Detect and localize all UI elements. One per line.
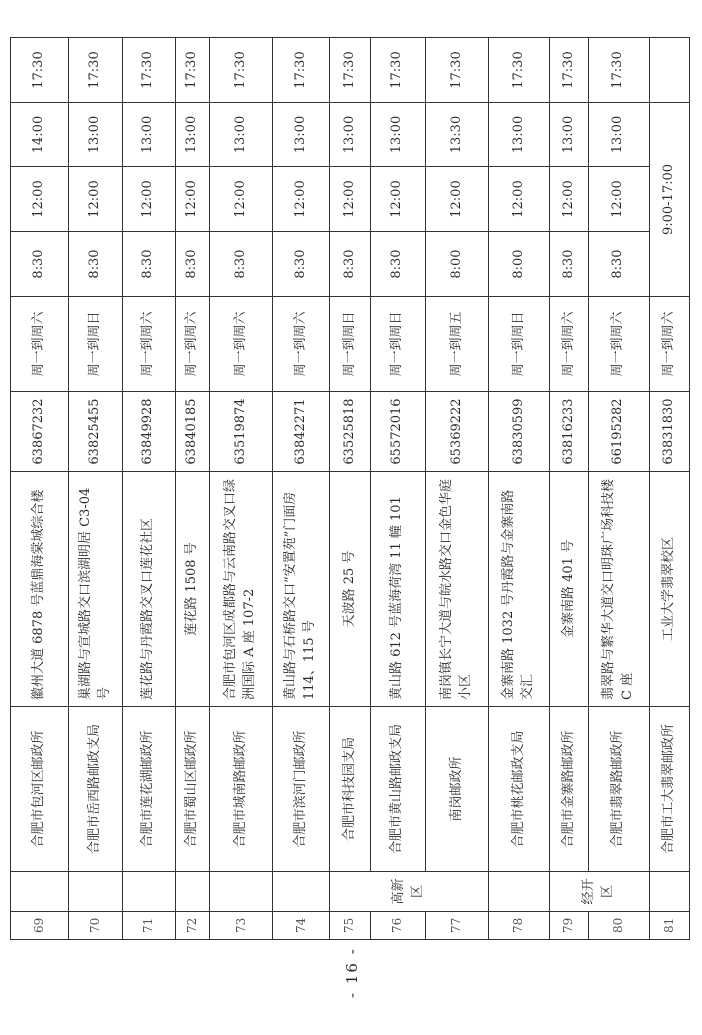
office-name: 合肥市岳西路邮政支局: [69, 707, 123, 872]
office-phone: 63816233: [549, 392, 588, 472]
table-row: [589, 38, 650, 940]
open-days: 周一到周六: [11, 297, 69, 392]
open-days: 周一到周日: [370, 297, 425, 392]
am-start: 8:00: [425, 232, 489, 297]
open-days: 周一到周六: [273, 297, 330, 392]
office-phone: 63831830: [649, 392, 689, 472]
pm-start: 13:00: [589, 103, 650, 167]
pm-end: 17:30: [210, 38, 273, 103]
table-row: [123, 38, 176, 940]
am-start: 8:30: [549, 232, 588, 297]
am-start: 8:30: [69, 232, 123, 297]
pm-end: 17:30: [489, 38, 550, 103]
am-start: 8:30: [175, 232, 210, 297]
am-end: 12:00: [489, 167, 550, 232]
row-number: 72: [175, 912, 210, 940]
office-name: 合肥市莲花湖邮政所: [123, 707, 176, 872]
office-name: 合肥市工大翡翠邮政所: [649, 707, 689, 872]
office-phone: 65369222: [425, 392, 489, 472]
office-phone: 63849928: [123, 392, 176, 472]
am-start: 8:30: [11, 232, 69, 297]
am-end: 12:00: [370, 167, 425, 232]
am-end: 12:00: [123, 167, 176, 232]
am-end: 12:00: [210, 167, 273, 232]
open-days: 周一到周六: [549, 297, 588, 392]
row-number: 81: [649, 912, 689, 940]
row-number: 74: [273, 912, 330, 940]
office-address: 徽州大道 6878 号蓝鼎海棠城综合楼: [11, 472, 69, 707]
pm-start: 13:00: [69, 103, 123, 167]
office-address: 黄山路 612 号蓝海荷湾 11 幢 101: [370, 472, 425, 707]
open-days: 周一到周五: [425, 297, 489, 392]
open-days: 周一到周六: [210, 297, 273, 392]
am-end: 12:00: [11, 167, 69, 232]
office-name: 合肥市桃花邮政支局: [489, 707, 550, 872]
office-name: 南岗邮政所: [425, 707, 489, 872]
office-name: 合肥市滨河门邮政所: [273, 707, 330, 872]
district-cell: [69, 872, 123, 912]
office-address: 南岗镇长宁大道与皖水路交口金色华庭小区: [425, 472, 489, 707]
office-name: 合肥市科技园支局: [330, 707, 370, 872]
office-address: 莲花路 1508 号: [175, 472, 210, 707]
am-start: 8:30: [123, 232, 176, 297]
open-days: 周一到周六: [649, 297, 689, 392]
office-name: 合肥市城南路邮政所: [210, 707, 273, 872]
office-address: 金寨南路 401 号: [549, 472, 588, 707]
am-end: 12:00: [549, 167, 588, 232]
district-cell: [210, 872, 273, 912]
am-start: 8:00: [489, 232, 550, 297]
open-days: 周一到周日: [69, 297, 123, 392]
am-start: 8:30: [589, 232, 650, 297]
row-number: 80: [589, 912, 650, 940]
office-address: 黄山路与石桥路交口“安置苑”门面房 114、115 号: [273, 472, 330, 707]
office-address: 巢湖路与宣城路交口滨湖明居 C3-04 号: [69, 472, 123, 707]
table-row: [69, 38, 123, 940]
pm-end: 17:30: [549, 38, 588, 103]
am-end: 12:00: [589, 167, 650, 232]
district-cell: [123, 872, 176, 912]
open-days: 周一到周六: [175, 297, 210, 392]
table-row: [273, 38, 330, 940]
am-start: 8:30: [330, 232, 370, 297]
table-row: [549, 38, 588, 940]
office-name: 合肥市金寨路邮政所: [549, 707, 588, 872]
office-hours: 9:00-17:00: [649, 103, 689, 297]
district-cell: 经开区: [549, 872, 649, 912]
office-phone: 63867232: [11, 392, 69, 472]
row-number: 75: [330, 912, 370, 940]
pm-end: 17:30: [589, 38, 650, 103]
row-number: 71: [123, 912, 176, 940]
post-office-table: [10, 37, 690, 940]
row-number: 69: [11, 912, 69, 940]
office-phone: 65572016: [370, 392, 425, 472]
table-row: [11, 38, 69, 940]
office-phone: 63519874: [210, 392, 273, 472]
pm-start: 13:30: [425, 103, 489, 167]
office-name: 合肥市包河区邮政所: [11, 707, 69, 872]
pm-start: 14:00: [11, 103, 69, 167]
pm-start: 13:00: [370, 103, 425, 167]
am-end: 12:00: [330, 167, 370, 232]
office-phone: 66195282: [589, 392, 650, 472]
office-phone: 63842271: [273, 392, 330, 472]
am-end: 12:00: [273, 167, 330, 232]
pm-end: 17:30: [273, 38, 330, 103]
pm-end: 17:30: [175, 38, 210, 103]
row-number: 78: [489, 912, 550, 940]
district-cell: [175, 872, 210, 912]
pm-start: 13:00: [175, 103, 210, 167]
office-address: 合肥市包河区成都路与云南路交叉口绿洲国际 A 座 107-2: [210, 472, 273, 707]
pm-end: 17:30: [11, 38, 69, 103]
office-name: 合肥市黄山路邮政支局: [370, 707, 425, 872]
office-address: 天波路 25 号: [330, 472, 370, 707]
row-number: 77: [425, 912, 489, 940]
office-address: 工业大学翡翠校区: [649, 472, 689, 707]
office-phone: 63825455: [69, 392, 123, 472]
am-end: 12:00: [69, 167, 123, 232]
office-address: 莲花路与丹霞路交叉口莲花社区: [123, 472, 176, 707]
table-row: [425, 38, 489, 940]
row-number: 76: [370, 912, 425, 940]
am-end: 12:00: [175, 167, 210, 232]
am-start: 8:30: [273, 232, 330, 297]
district-cell: 高新区: [330, 872, 489, 912]
am-start: 8:30: [370, 232, 425, 297]
district-cell: [489, 872, 550, 912]
pm-end: 17:30: [425, 38, 489, 103]
pm-start: 13:00: [210, 103, 273, 167]
table-row: [489, 38, 550, 940]
table-row: [175, 38, 210, 940]
open-days: 周一到周日: [330, 297, 370, 392]
table-row: [370, 38, 425, 940]
row-number: 79: [549, 912, 588, 940]
table-row: [330, 38, 370, 940]
page-number: - 16 -: [343, 947, 361, 998]
pm-end: 17:30: [370, 38, 425, 103]
office-phone: 63830599: [489, 392, 550, 472]
pm-end: 17:30: [69, 38, 123, 103]
district-cell: [273, 872, 330, 912]
pm-end: [649, 38, 689, 103]
pm-start: 13:00: [489, 103, 550, 167]
pm-start: 13:00: [549, 103, 588, 167]
pm-start: 13:00: [330, 103, 370, 167]
open-days: 周一到周日: [489, 297, 550, 392]
district-cell: [649, 872, 689, 912]
row-number: 73: [210, 912, 273, 940]
am-start: 8:30: [210, 232, 273, 297]
row-number: 70: [69, 912, 123, 940]
office-name: 合肥市翡翠路邮政所: [589, 707, 650, 872]
table-row: [210, 38, 273, 940]
pm-start: 13:00: [123, 103, 176, 167]
office-phone: 63525818: [330, 392, 370, 472]
office-name: 合肥市蜀山区邮政所: [175, 707, 210, 872]
office-phone: 63840185: [175, 392, 210, 472]
pm-start: 13:00: [273, 103, 330, 167]
open-days: 周一到周六: [123, 297, 176, 392]
open-days: 周一到周六: [589, 297, 650, 392]
table-row: [649, 38, 689, 940]
office-address: 金寨南路 1032 号丹霞路与金寨南路交汇: [489, 472, 550, 707]
pm-end: 17:30: [330, 38, 370, 103]
office-address: 翡翠路与繁华大道交口明珠广场科技楼 C 座: [589, 472, 650, 707]
pm-end: 17:30: [123, 38, 176, 103]
am-end: 12:00: [425, 167, 489, 232]
district-cell: [11, 872, 69, 912]
